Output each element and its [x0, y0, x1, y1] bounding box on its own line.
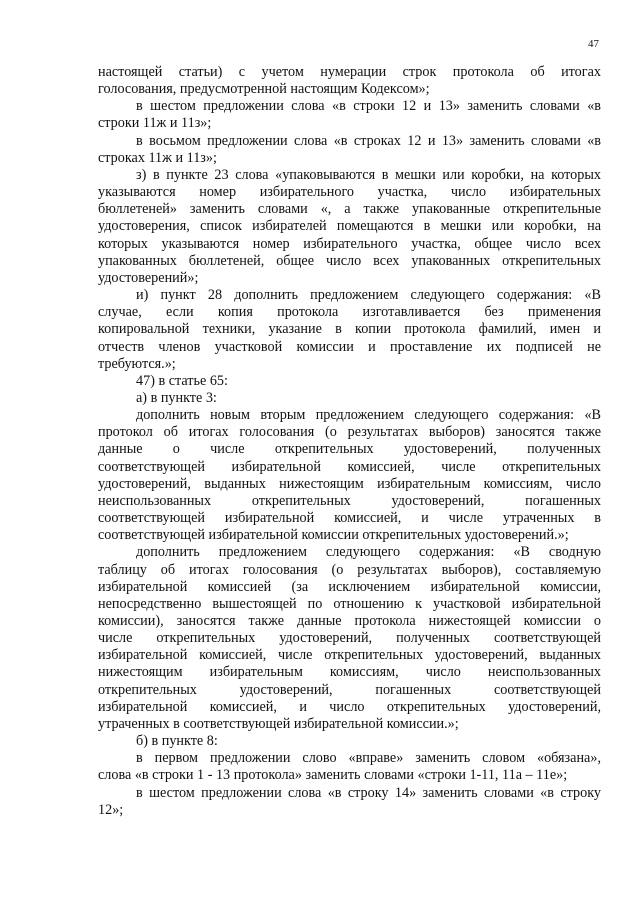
- paragraph-line: протокол об итогах голосования (о результатах выборов) заносятся также: [98, 424, 601, 441]
- paragraph-line: копировальной техники, указание в копии протокола фамилий, имен и: [98, 321, 601, 338]
- paragraph-line: соответствующей избирательной комиссией, и числе утраченных в: [98, 510, 601, 527]
- paragraph: [98, 544, 601, 733]
- paragraph-line: бюллетеней» заменить словами «, а также упакованные открепительные: [98, 201, 601, 218]
- paragraph-line: случае, если копия протокола изготавливается без применения: [98, 304, 601, 321]
- paragraph-line: удостоверений, выданных нижестоящим избирательным комиссиям, число: [98, 475, 601, 492]
- paragraph: [98, 750, 601, 784]
- paragraph-line: дополнить новым вторым предложением следующего содержания: «В: [136, 407, 601, 424]
- paragraph-line: неиспользованных открепительных удостоверений, погашенных: [98, 492, 601, 509]
- paragraph-line: упакованных бюллетеней, общее число всех упакованных открепительных: [98, 252, 601, 269]
- paragraph-line: настоящей статьи) с учетом нумерации строк протокола об итогах: [98, 64, 601, 80]
- paragraph-line: голосования, предусмотренной настоящим Кодексом»;: [98, 81, 430, 98]
- paragraph-line: комиссии), заносятся также данные протокола нижестоящей комиссии о: [98, 613, 601, 629]
- paragraph-line: строки 11ж и 11з»;: [98, 115, 212, 132]
- paragraph-line: и) пункт 28 дополнить предложением следующего содержания: «В: [136, 287, 601, 304]
- paragraph-line: удостоверения, список избирателей помещаются в мешки или коробки, на: [98, 218, 601, 235]
- paragraph-line: открепительных удостоверений, погашенных соответствующей: [98, 681, 601, 698]
- paragraph: [98, 133, 601, 167]
- paragraph-line: избирательной комиссией, числе открепительных удостоверений, выданных: [98, 647, 601, 664]
- paragraph-line: в шестом предложении слова «в строку 14» заменить словами «в строку: [136, 784, 601, 801]
- paragraph: [98, 390, 601, 407]
- paragraph-line: указываются номер избирательного участка, число избирательных: [98, 184, 601, 201]
- paragraph-line: удостоверений»;: [98, 269, 199, 286]
- paragraph-line: слова «в строки 1 - 13 протокола» заменить словами «строки 1-11, 11а – 11е»;: [98, 767, 568, 784]
- paragraph: [98, 407, 601, 544]
- paragraph-line: в первом предложении слово «вправе» заменить словом «обязана»,: [136, 750, 601, 767]
- paragraph-line: нижестоящим избирательным комиссиям, число неиспользованных: [98, 664, 601, 681]
- paragraph: [98, 98, 601, 132]
- paragraph-line: соответствующей избирательной комиссии открепительных удостоверений.»;: [98, 527, 569, 544]
- document-body: [98, 64, 601, 819]
- paragraph-line: а) в пункте 3:: [136, 389, 217, 406]
- paragraph-line: б) в пункте 8:: [136, 733, 218, 750]
- page-number: 47: [588, 38, 599, 50]
- paragraph-line: данные о числе открепительных удостоверений, полученных: [98, 441, 601, 458]
- paragraph-line: 47) в статье 65:: [136, 372, 228, 389]
- paragraph: [98, 287, 601, 373]
- paragraph-line: дополнить предложением следующего содержания: «В сводную: [136, 544, 601, 561]
- paragraph: [98, 733, 601, 750]
- paragraph-line: в шестом предложении слова «в строки 12 и 13» заменить словами «в: [136, 98, 601, 115]
- paragraph-line: з) в пункте 23 слова «упаковываются в мешки или коробки, на которых: [136, 166, 601, 183]
- paragraph-line: непосредственно вышестоящей по отношению к участковой избирательной: [98, 595, 601, 612]
- paragraph-line: избирательной комиссией, и число открепительных удостоверений,: [98, 698, 601, 715]
- paragraph-line: числе открепительных удостоверений, полученных соответствующей: [98, 630, 601, 647]
- paragraph-line: в восьмом предложении слова «в строках 12 и 13» заменить словами «в: [136, 132, 601, 149]
- paragraph-line: которых указываются номер избирательного участка, общее число всех: [98, 235, 601, 252]
- paragraph-line: отчеств членов участковой комиссии и проставление их подписей не: [98, 338, 601, 355]
- paragraph-line: требуются.»;: [98, 355, 176, 372]
- paragraph-line: таблицу об итогах голосования (о результатах выборов), составляемую: [98, 561, 601, 578]
- paragraph-line: строках 11ж и 11з»;: [98, 149, 217, 166]
- paragraph-line: избирательной комиссией (за исключением избирательной комиссии,: [98, 578, 601, 595]
- paragraph-line: 12»;: [98, 801, 124, 818]
- paragraph-line: соответствующей избирательной комиссией, числе открепительных: [98, 458, 601, 475]
- paragraph: [98, 785, 601, 819]
- paragraph: [98, 167, 601, 287]
- paragraph-line: утраченных в соответствующей избирательной комиссии.»;: [98, 715, 459, 732]
- paragraph: [98, 373, 601, 390]
- paragraph: [98, 64, 601, 98]
